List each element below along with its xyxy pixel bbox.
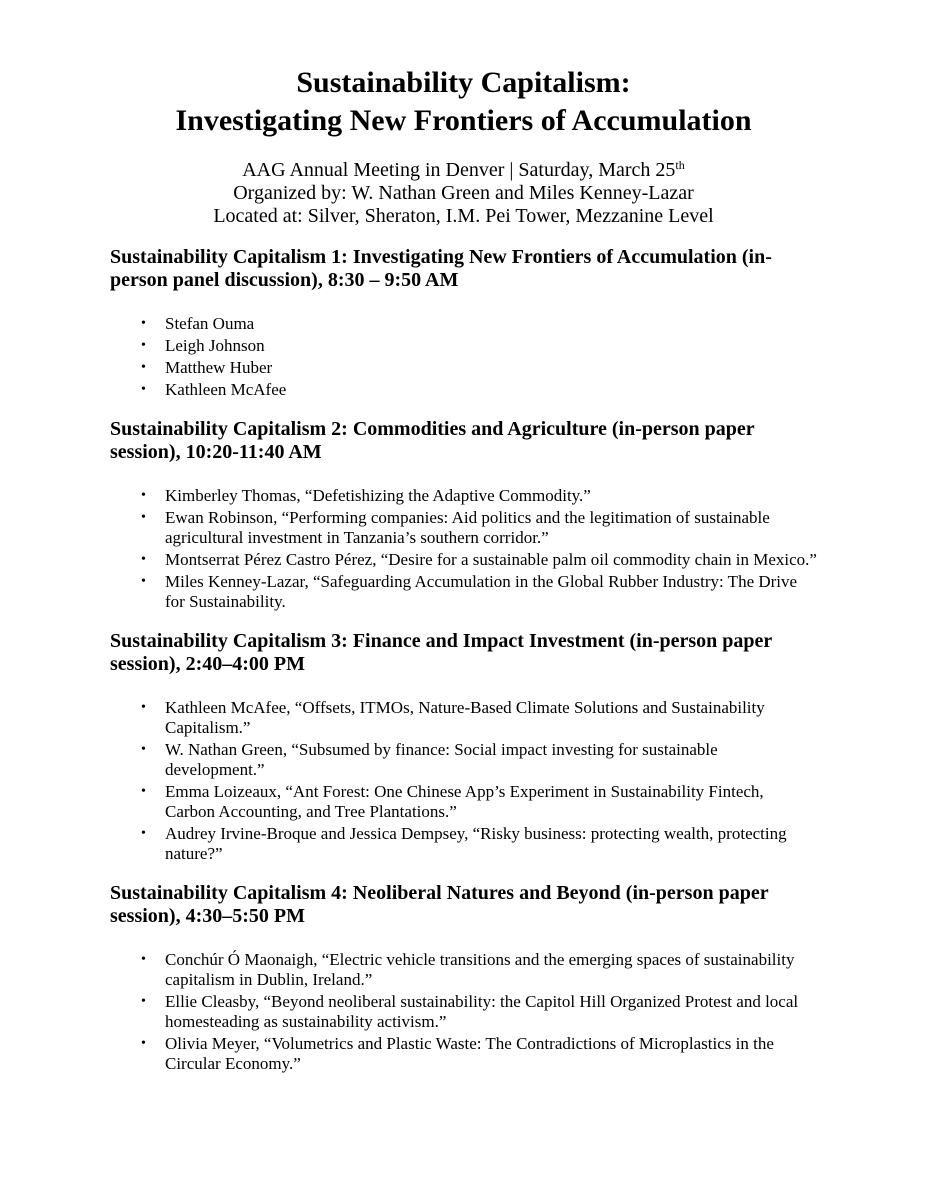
- list-item-text: Ewan Robinson, “Performing companies: Aid politics and the legitimation of sustainable agricultural investment in Tanzania’s southern corridor.”: [165, 508, 770, 547]
- list-item: [110, 336, 817, 356]
- list-item-text: Matthew Huber: [165, 358, 273, 377]
- title-line-2: Investigating New Frontiers of Accumulation: [175, 104, 752, 137]
- list-item: [110, 740, 817, 780]
- list-item: [110, 380, 817, 400]
- location-line: Located at: Silver, Sheraton, I.M. Pei Tower, Mezzanine Level: [213, 205, 714, 227]
- list-item: [110, 550, 817, 570]
- session-title: Sustainability Capitalism 3: Finance and Impact Investment (in-person paper session), 2:40–4:00 PM: [110, 630, 772, 675]
- list-item: [110, 1034, 817, 1074]
- bullet-icon: •: [141, 510, 146, 525]
- list-item: [110, 486, 817, 506]
- list-item: [110, 782, 817, 822]
- list-item-text: Kathleen McAfee, “Offsets, ITMOs, Nature-Based Climate Solutions and Sustainability Capitalism.”: [165, 698, 765, 737]
- list-item-text: Olivia Meyer, “Volumetrics and Plastic Waste: The Contradictions of Microplastics in the Circular Economy.”: [165, 1034, 774, 1073]
- list-item-text: Emma Loizeaux, “Ant Forest: One Chinese App’s Experiment in Sustainability Fintech, Carbon Accounting, and Tree Plantations.”: [165, 782, 764, 821]
- document-title: [110, 64, 817, 140]
- bullet-icon: •: [141, 826, 146, 841]
- list-item: [110, 572, 817, 612]
- bullet-icon: •: [141, 700, 146, 715]
- bullet-icon: •: [141, 784, 146, 799]
- session-title: Sustainability Capitalism 2: Commodities and Agriculture (in-person paper session), 10:20-11:40 AM: [110, 418, 755, 463]
- list-item: [110, 698, 817, 738]
- list-item-text: Miles Kenney-Lazar, “Safeguarding Accumulation in the Global Rubber Industry: The Drive for Sustainability.: [165, 572, 798, 611]
- list-item-text: Kathleen McAfee: [165, 380, 287, 399]
- session-1: [110, 246, 817, 400]
- organizers-line: Organized by: W. Nathan Green and Miles Kenney-Lazar: [233, 182, 694, 204]
- bullet-icon: •: [141, 742, 146, 757]
- session-talk-list: [110, 698, 817, 864]
- list-item: [110, 824, 817, 864]
- bullet-icon: •: [141, 338, 146, 353]
- list-item: [110, 508, 817, 548]
- session-talk-list: [110, 486, 817, 612]
- session-title: Sustainability Capitalism 4: Neoliberal Natures and Beyond (in-person paper session), 4:30–5:50 PM: [110, 882, 769, 927]
- session-4: [110, 882, 817, 1074]
- date-ordinal-suffix: th: [675, 158, 685, 172]
- list-item-text: Ellie Cleasby, “Beyond neoliberal sustainability: the Capitol Hill Organized Protest and local homesteading as sustainability activism.”: [165, 992, 799, 1031]
- list-item-text: Kimberley Thomas, “Defetishizing the Adaptive Commodity.”: [165, 486, 591, 505]
- bullet-icon: •: [141, 1036, 146, 1051]
- bullet-icon: •: [141, 316, 146, 331]
- bullet-icon: •: [141, 360, 146, 375]
- list-item-text: Conchúr Ó Maonaigh, “Electric vehicle transitions and the emerging spaces of sustainability capitalism in Dublin, Ireland.”: [165, 950, 795, 989]
- list-item: [110, 314, 817, 334]
- bullet-icon: •: [141, 382, 146, 397]
- bullet-icon: •: [141, 994, 146, 1009]
- list-item-text: Stefan Ouma: [165, 314, 255, 333]
- list-item-text: W. Nathan Green, “Subsumed by finance: Social impact investing for sustainable development.”: [165, 740, 718, 779]
- bullet-icon: •: [141, 552, 146, 567]
- bullet-icon: •: [141, 952, 146, 967]
- session-talk-list: [110, 950, 817, 1074]
- bullet-icon: •: [141, 574, 146, 589]
- session-3: [110, 630, 817, 864]
- list-item-text: Audrey Irvine-Broque and Jessica Dempsey, “Risky business: protecting wealth, protecting nature?”: [165, 824, 787, 863]
- session-title: Sustainability Capitalism 1: Investigating New Frontiers of Accumulation (in-person panel discussion), 8:30 – 9:50 AM: [110, 246, 772, 291]
- title-line-1: Sustainability Capitalism:: [296, 66, 631, 99]
- list-item: [110, 950, 817, 990]
- meeting-date-text: AAG Annual Meeting in Denver | Saturday, March 25: [242, 159, 676, 181]
- bullet-icon: •: [141, 488, 146, 503]
- sessions-list: [110, 246, 817, 1074]
- list-item-text: Montserrat Pérez Castro Pérez, “Desire for a sustainable palm oil commodity chain in Mexico.”: [165, 550, 817, 569]
- list-item: [110, 358, 817, 378]
- session-2: [110, 418, 817, 612]
- list-item-text: Leigh Johnson: [165, 336, 265, 355]
- session-talk-list: [110, 314, 817, 400]
- meeting-info: [110, 159, 817, 228]
- list-item: [110, 992, 817, 1032]
- meeting-date-line: [110, 159, 817, 182]
